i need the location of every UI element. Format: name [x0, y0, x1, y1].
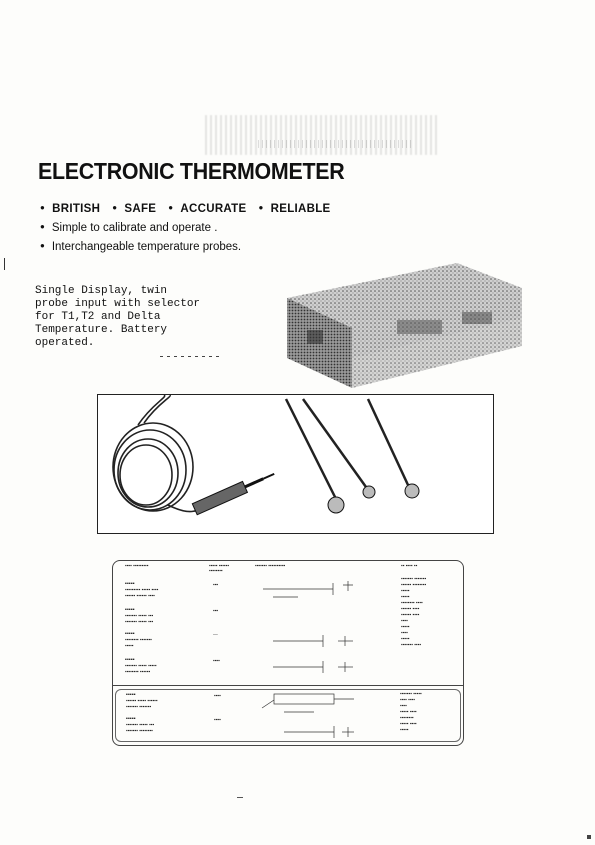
spares-value: — — [213, 633, 218, 638]
probe-diagram — [253, 627, 358, 655]
table-header-used-by: ▪▪ ▪▪▪▪ ▪▪ — [401, 564, 418, 569]
table-header-appearance: ▪▪▪▪▪▪▪ ▪▪▪▪▪▪▪▪▪▪ — [255, 564, 286, 569]
probe-diagram — [253, 653, 358, 681]
feature-tag: ● BRITISH — [40, 199, 100, 218]
table-header-probe: ▪▪▪▪ ▪▪▪▪▪▪▪▪▪ — [125, 564, 149, 569]
used-by-list: ▪▪▪▪▪▪▪ ▪▪▪▪▪▪▪ ▪▪▪▪▪▪ ▪▪▪▪▪▪▪▪ ▪▪▪▪▪ ▪▪▪▪▪ ▪▪▪▪▪▪▪▪ ▪▪▪▪ ▪▪▪▪▪▪ ▪▪▪▪ ▪▪▪▪▪▪ ▪▪▪▪ ▪▪▪▪ ▪▪▪▪▪ — [401, 577, 427, 630]
used-by-list: ▪▪▪▪▪▪▪ ▪▪▪▪▪ ▪▪▪▪ ▪▪▪▪ ▪▪▪▪ ▪▪▪▪▪ ▪▪▪▪ ▪▪▪▪▪▪▪▪ ▪▪▪▪▪ ▪▪▪▪ ▪▪▪▪▪ — [400, 692, 422, 733]
feature-tag: ● SAFE — [112, 199, 156, 218]
table-header-spares: ▪▪▪▪▪ ▪▪▪▪▪▪ ▪▪▪▪▪▪▪▪ — [209, 564, 230, 574]
probe-diagram — [253, 575, 358, 603]
probe-photo-frame — [97, 394, 494, 534]
scan-mark — [587, 835, 591, 839]
feature-tag: ● ACCURATE — [168, 199, 246, 218]
feature-list — [40, 199, 331, 256]
table-row: ▪▪▪▪▪ ▪▪▪▪▪▪▪ ▪▪▪▪▪ ▪▪▪ ▪▪▪▪▪▪▪ ▪▪▪▪▪ ▪▪▪ — [125, 607, 154, 625]
feature-tags — [40, 199, 331, 218]
table-row: ▪▪▪▪▪ ▪▪▪▪▪▪▪▪ ▪▪▪▪▪▪▪ ▪▪▪▪▪ — [125, 631, 152, 649]
header-smudge-subline — [258, 140, 413, 148]
product-description: Single Display, twin probe input with selector for T1,T2 and Delta Temperature. Battery operated. — [35, 285, 201, 349]
feature-bullet: ● Interchangeable temperature probes. — [40, 237, 331, 256]
table-row: ▪▪▪▪▪ ▪▪▪▪▪▪ ▪▪▪▪▪ ▪▪▪▪▪▪ ▪▪▪▪▪▪▪ ▪▪▪▪▪▪▪ — [126, 692, 158, 710]
spares-value: ▪▪▪ — [213, 609, 219, 614]
thermometer-unit-image — [282, 258, 527, 390]
spares-value: ▪▪▪▪ — [213, 659, 220, 664]
table-row: ▪▪▪▪▪ ▪▪▪▪▪▪▪ ▪▪▪▪▪ ▪▪▪▪▪ ▪▪▪▪▪▪▪▪ ▪▪▪▪▪▪ — [125, 657, 157, 675]
scan-mark — [237, 797, 243, 798]
probe-specification-table — [112, 560, 464, 746]
probe-diagram — [254, 718, 359, 746]
probe-diagram — [254, 690, 359, 718]
table-divider — [113, 685, 463, 686]
spares-value: ▪▪▪ — [213, 583, 219, 588]
page-title: ELECTRONIC THERMOMETER — [38, 158, 345, 184]
feature-bullet: ● Simple to calibrate and operate . — [40, 218, 331, 237]
dotted-rule — [160, 356, 222, 357]
table-row: ▪▪▪▪▪ ▪▪▪▪▪▪▪ ▪▪▪▪▪ ▪▪▪ ▪▪▪▪▪▪▪ ▪▪▪▪▪▪▪▪ — [126, 716, 155, 734]
used-by-list: ▪▪▪▪ ▪▪▪▪▪ ▪▪▪▪▪▪▪ ▪▪▪▪ — [401, 631, 422, 648]
spares-value: ▪▪▪▪ — [214, 718, 221, 723]
spares-value: ▪▪▪▪ — [214, 694, 221, 699]
table-row: ▪▪▪▪▪ ▪▪▪▪▪▪▪▪▪ ▪▪▪▪▪ ▪▪▪▪ ▪▪▪▪▪▪ ▪▪▪▪▪▪ ▪▪▪▪ — [125, 581, 159, 599]
margin-mark — [4, 258, 5, 270]
header-smudge — [205, 115, 440, 155]
feature-tag: ● RELIABLE — [258, 199, 330, 218]
probe-photo-image — [98, 395, 493, 533]
table-lower-section — [115, 689, 461, 742]
